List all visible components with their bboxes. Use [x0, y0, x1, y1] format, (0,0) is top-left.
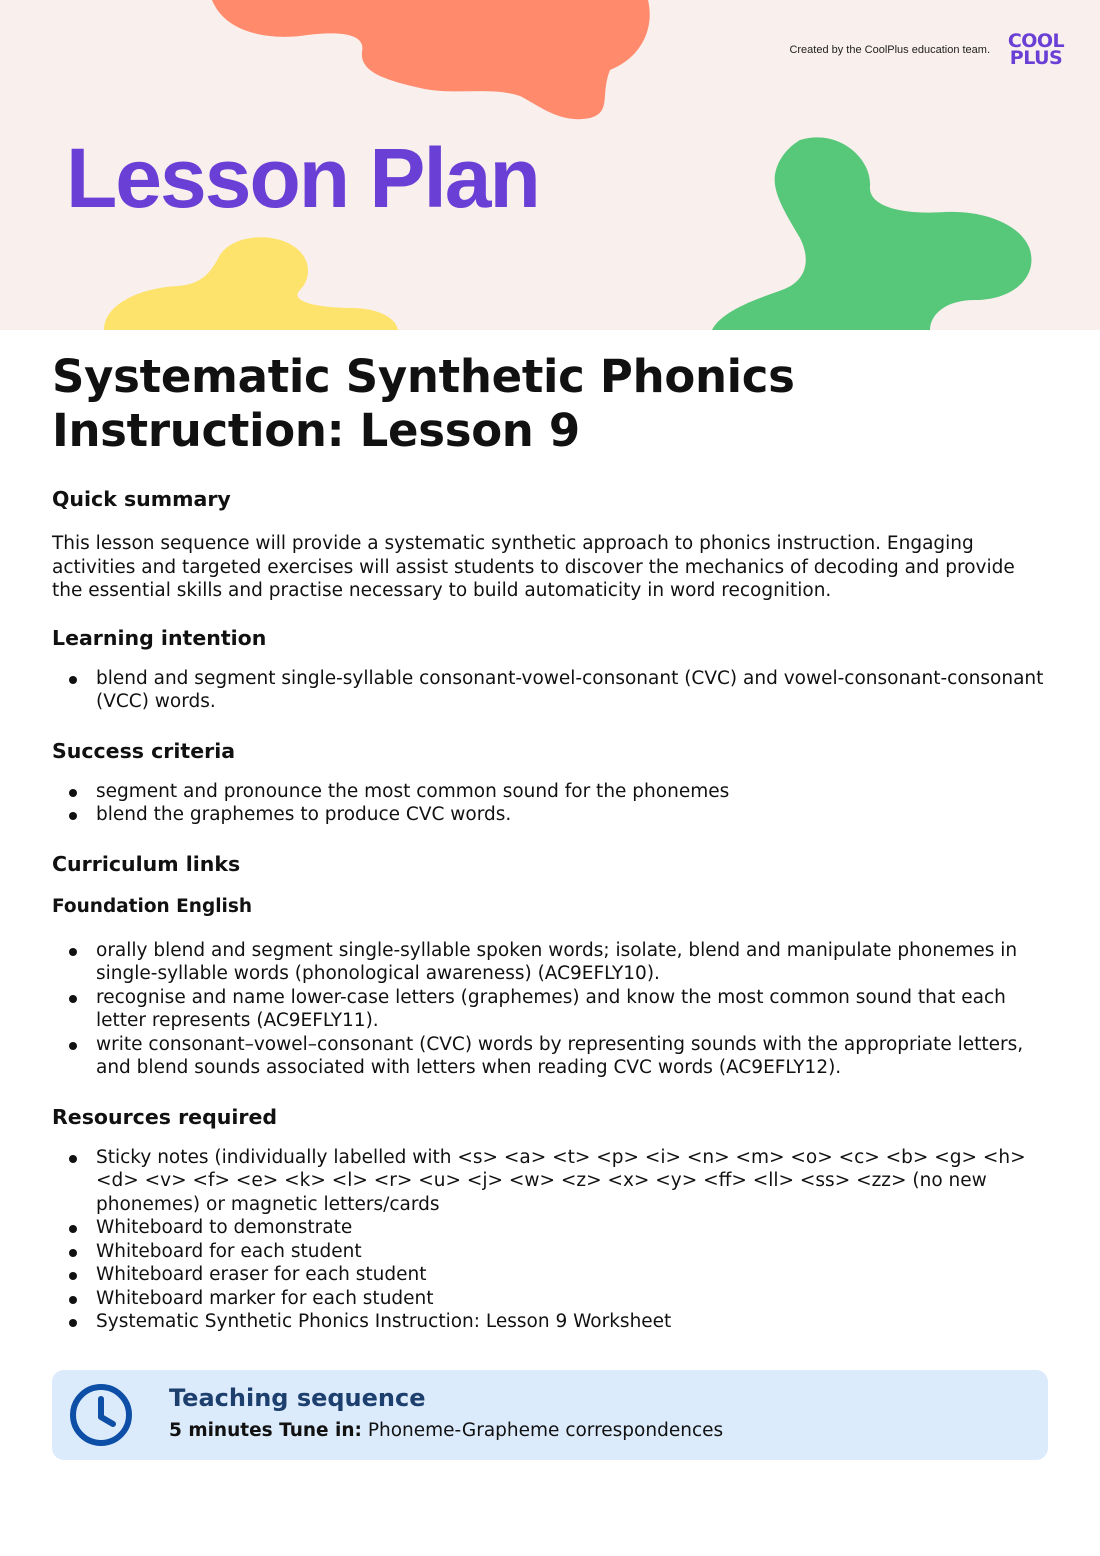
list-item: Systematic Synthetic Phonics Instruction: Lesson 9 Worksheet — [96, 1310, 1046, 1334]
document-title: Systematic Synthetic Phonics Instruction: Lesson 9 — [52, 350, 795, 457]
teaching-sequence-panel — [52, 1370, 1048, 1460]
teaching-sequence-step — [169, 1420, 723, 1441]
list-item: Whiteboard to demonstrate — [96, 1216, 1046, 1240]
step-activity: Phoneme-Grapheme correspondences — [367, 1420, 724, 1441]
curriculum-links-list — [52, 939, 1052, 1080]
list-item: recognise and name lower-case letters (graphemes) and know the most common sound that each letter represents (AC9EFLY11). — [96, 986, 1046, 1033]
list-item: orally blend and segment single-syllable spoken words; isolate, blend and manipulate phonemes in single-syllable words (phonological awareness) (AC9EFLY10). — [96, 939, 1046, 986]
quick-summary-text: This lesson sequence will provide a systematic synthetic approach to phonics instruction. Engaging activities and targeted exercises will assist students to discover the mechanics of decoding and provide the essential skills and practise necessary to build automaticity in word recognition. — [52, 533, 1015, 601]
list-item: Sticky notes (individually labelled with <s> <a> <t> <p> <i> <n> <m> <o> <c> <b> <g> <h> <d> <v> <f> <e> <k> <l> <r> <u> <j> <w> <z> <x> <y> <ff> <ll> <ss> <zz> (no new phonemes) or magnetic letters/cards — [96, 1146, 1046, 1217]
green-blob — [712, 137, 1031, 330]
list-item: segment and pronounce the most common sound for the phonemes — [96, 780, 1046, 804]
coolplus-logo — [1004, 30, 1068, 69]
credit-text: Created by the CoolPlus education team. — [789, 44, 990, 56]
list-item: Whiteboard for each student — [96, 1240, 1046, 1264]
list-item: Whiteboard eraser for each student — [96, 1263, 1046, 1287]
header-banner — [0, 0, 1100, 330]
list-item: blend the graphemes to produce CVC words. — [96, 803, 1046, 827]
yellow-blob — [104, 237, 398, 330]
success-criteria-heading: Success criteria — [52, 738, 236, 763]
list-item: Whiteboard marker for each student — [96, 1287, 1046, 1311]
hero-title: Lesson Plan — [66, 131, 539, 225]
logo-line-2: PLUS — [1009, 47, 1063, 69]
logo-line-1: COOL — [1007, 30, 1065, 52]
teaching-sequence-heading: Teaching sequence — [169, 1384, 426, 1412]
success-criteria-list — [52, 780, 1052, 827]
list-item: blend and segment single-syllable consonant-vowel-consonant (CVC) and vowel-consonant-consonant (VCC) words. — [96, 667, 1046, 714]
list-item: write consonant–vowel–consonant (CVC) words by representing sounds with the appropriate letters, and blend sounds associated with letters when reading CVC words (AC9EFLY12). — [96, 1033, 1046, 1080]
learning-intention-list — [52, 667, 1052, 714]
learning-intention-heading: Learning intention — [52, 625, 267, 650]
resources-heading: Resources required — [52, 1104, 278, 1129]
coral-blob — [212, 0, 650, 119]
foundation-english-subheading: Foundation English — [52, 895, 253, 917]
quick-summary-heading: Quick summary — [52, 487, 231, 511]
document-body — [52, 350, 1052, 1334]
curriculum-links-heading: Curriculum links — [52, 851, 241, 876]
clock-icon — [68, 1382, 134, 1448]
resources-list — [52, 1146, 1052, 1334]
step-duration: 5 minutes Tune in: — [169, 1420, 362, 1441]
